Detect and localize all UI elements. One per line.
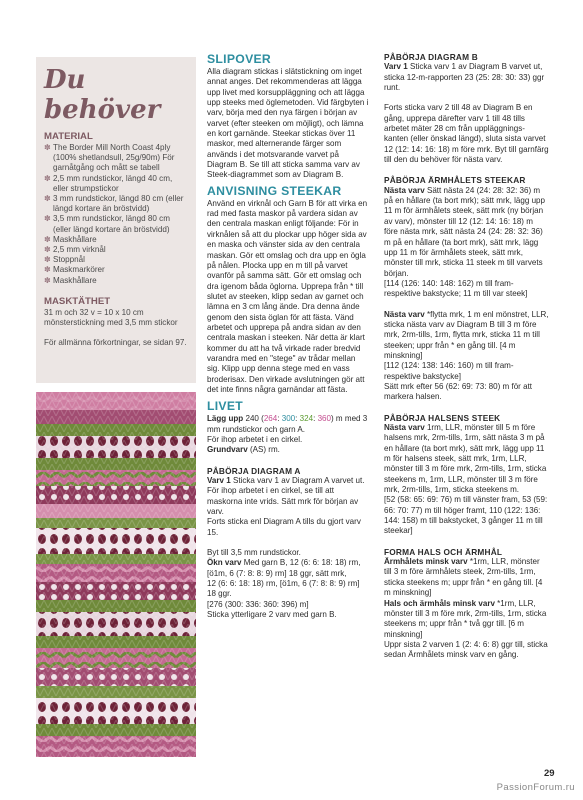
material-heading: MATERIAL: [44, 131, 93, 142]
diagram-a-row1: Varv 1 Sticka varv 1 av Diagram A varvet ut. För ihop arbetet i en cirkel, se till att maskorna inte vrids. Sätt mrk för början av varv.: [207, 476, 365, 517]
material-item: ✽ 2,5 mm virknål: [44, 245, 106, 255]
bullet-icon: ✽: [44, 255, 51, 265]
material-item: ✽ Maskhållare: [44, 234, 97, 244]
neck-total: [52 (58: 65: 69: 76) m till vänster fram, 53 (59: 66: 70: 77) m till höger framt, 110 (122: 136: 144: 158) m till bakstycket, 3 gånger 11 m till steekar]: [384, 495, 548, 536]
livet-rib: Grundvarv (AS) rm.: [207, 445, 280, 455]
armhole-steek-heading: PÅBÖRJA ÄRMHÅLETS STEEKAR: [384, 175, 526, 186]
increase-total: [276 (300: 336: 360: 396) m]: [207, 599, 309, 609]
abbreviations-note: För allmänna förkortningar, se sidan 97.: [44, 338, 187, 348]
bullet-icon: ✽: [44, 234, 51, 244]
bullet-icon: ✽: [44, 173, 51, 183]
neck-row: Nästa varv 1rm, LLR, mönster till 5 m före halsens mrk, 2rm-tills, 1rm, sätt nästa 3 m på en hållare (ta bort mrk), sätt mrk, lägg upp 11 m för halsens steek, sätt mrk, 1rm, LLR, mönster till 3 m före mrk, 2rm-tills, 1rm, sticka steekens m, 1rm, LLR, mönster till 3 m före mrk, 2rm-tills, 1rm, sticka steekens m.: [384, 423, 547, 495]
armhole-total: [114 (126: 140: 148: 162) m till fram- respektive bakstycke; 11 m till var steek]: [384, 278, 528, 299]
diagram-b-heading: PÅBÖRJA DIAGRAM B: [384, 52, 478, 62]
increase-tail: Sticka ytterligare 2 varv med garn B.: [207, 610, 337, 620]
material-item: ✽ 3,5 mm rundstickor, längd 80 cm (eller längd kortare än bröstvidd): [44, 214, 170, 234]
bullet-icon: ✽: [44, 275, 51, 285]
diagram-b-continue: Forts sticka varv 2 till 48 av Diagram B en gång, upprepa därefter varv 1 till 48 tills arbetet mäter 28 cm från uppläggnings-kanten (eller önskad längd), sluta sista varvet 12 (12: 14: 16: 18) m före mrk. Byt till garnfärg till den du behöver för nästa varv.: [384, 103, 549, 165]
neck-armhole-decrease-row: Hals och ärmhåls minsk varv *1rm, LLR, mönster till 3 m före mrk, 2rm-tills, 1rm, sticka steekens m; uppr från * två ggr till. [6 m minskning]: [384, 598, 547, 639]
armhole-decrease-row: Ärmhålets minsk varv *1rm, LLR, mönster till 3 m före ärmhålets steek, 2rm-tills, 1rm, sticka steekens m; uppr från * en gång till. [4 m minskning]: [384, 557, 543, 598]
gauge-heading: MASKTÄTHET: [44, 295, 111, 307]
diagram-a-heading: PÅBÖRJA DIAGRAM A: [207, 465, 301, 476]
steek-heading: ANVISNING STEEKAR: [207, 183, 342, 198]
slipover-heading: SLIPOVER: [207, 52, 272, 66]
knit-swatch-photo: [36, 392, 196, 757]
livet-cast-on: Lägg upp 240 (264: 300: 324: 360) m med 3 mm rundstickor och garn A.: [207, 414, 368, 434]
armhole-total-2: [112 (124: 138: 146: 160) m till fram- respektive bakstycke]: [384, 361, 514, 381]
diagram-b-row1: Varv 1 Sticka varv 1 av Diagram B varvet ut, sticka 12-m-rapporten 23 (25: 28: 30: 33) ggr runt.: [384, 62, 545, 93]
neck-steek-heading: PÅBÖRJA HALSENS STEEK: [384, 412, 501, 423]
livet-heading: LIVET: [207, 399, 244, 414]
materials-box: [36, 57, 196, 383]
material-item: ✽ Stoppnål: [44, 255, 85, 265]
steek-text: Använd en virknål och Garn B för att virka en rad med fasta maskor på vardera sidan av den centrala maskan enligt följande: För in virknålen så att du plockar upp höger sida av en maska och vänster sida av den centrala maskan. Gör ett omslag och dra upp en ögla på nålen. Plocka upp en m till på varvet ovanför på samma sätt. Gör ett omslag och dra igenom båda öglorna. Upprepa från * till slutet av steeken, klipp sedan av garnet och lämna en 3 cm lång ände. Dra denna ände genom den sista öglan för att fästa. Vänd arbetet och upprepa på andra sidan av den centrala maskan i steeken. När detta är klart kommer du att ha två virkade rader bredvid varandra med en "stege" av trådar mellan sig. Klipp upp denna stege med en vass broderisax. Den virkade avslutningen gör att det inte finns några garnändar att fästa.: [207, 198, 368, 394]
slipover-text: Alla diagram stickas i slätstickning om inget annat anges. Det rekommenderas att lägga upp livet med korsuppläggning och att lägga upp steeks med öglemetoden. Vid färgbyten i varv, börja med den nya färgen i början av varvet (efter steeken om möjligt), och lämna en kort garnände. Steekar stickas över 11 maskor, med alternerande färger som används i det motsvarande varvet på Diagram B. Se till att sticka samma varv av Steek-diagrammet som av Diagram B.: [207, 67, 369, 180]
armhole-next-row: Nästa varv Sätt nästa 24 (24: 28: 32: 36) m på en hållare (ta bort mrk); sätt mrk, lägg upp 11 m för ärmhålets steek, sätt mrk (ny början av varv), mönster till 12 (12: 14: 16: 18) m före nästa mrk, sätt nästa 24 (24: 28: 32: 36) m på en hållare (ta bort mrk), sätt mrk, lägg upp 11 m för ärmhålets steek, sätt mrk, mönster till mrk, sticka 11 steek m till varvets början.: [384, 185, 546, 278]
diagram-a-repeat: Forts sticka enl Diagram A tills du gjort varv 15.: [207, 517, 361, 537]
armhole-next-row-2: Nästa varv *flytta mrk, 1 m enl mönstret, LLR, sticka nästa varv av Diagram B till 3 m före mrk, 2rm-tills, 1rm, flytta mrk, sticka 11 m till steeken; uppr från * en gång till. [4 m minskning]: [384, 309, 549, 360]
repeat-instruction: Uppr sista 2 varven 1 (2: 4: 6: 8) ggr till, sticka sedan Ärmhålets minsk varv en gång.: [384, 639, 548, 660]
material-item: ✽ Maskmarkörer: [44, 265, 105, 275]
material-item: ✽ 3 mm rundstickor, längd 80 cm (eller längd kortare än bröstvidd): [44, 194, 184, 214]
material-item: ✽ 2,5 mm rundstickor, längd 40 cm, eller strumpstickor: [44, 173, 173, 193]
increase-row: Ökn varv Med garn B, 12 (6: 6: 18: 18) rm, [ö1m, 6 (7: 8: 8: 9) rm] 18 ggr, sätt mrk, 12 (6: 6: 18: 18) rm, [ö1m, 6 (7: 8: 8: 9) rm] 18 ggr.: [207, 558, 361, 599]
sidebar-title: Du behöver: [44, 65, 161, 125]
bullet-icon: ✽: [44, 194, 51, 204]
neck-marker: Sätt mrk efter 56 (62: 69: 73: 80) m för att markera halsen.: [384, 381, 533, 402]
instructions-column-right: [384, 52, 549, 661]
gauge-text: 31 m och 32 v = 10 x 10 cm mönsterstickning med 3,5 mm stickor: [44, 307, 178, 328]
material-item: ✽ Maskhållare: [44, 275, 97, 285]
instructions-column-middle: [207, 52, 370, 621]
page-number: 29: [544, 768, 555, 779]
bullet-icon: ✽: [44, 214, 51, 224]
bullet-icon: ✽: [44, 265, 51, 275]
material-item: ✽ The Border Mill North Coast 4ply (100% shetlandsull, 25g/90m) För garnåtgång och mått se tabell: [44, 143, 175, 173]
bullet-icon: ✽: [44, 245, 51, 255]
shaping-heading: FORMA HALS OCH ÄRMHÅL: [384, 546, 503, 557]
bullet-icon: ✽: [44, 143, 51, 152]
needle-switch: Byt till 3,5 mm rundstickor.: [207, 548, 301, 558]
watermark: PassionForum.ru: [496, 782, 575, 793]
material-list: [44, 143, 188, 286]
livet-join: För ihop arbetet i en cirkel.: [207, 435, 303, 444]
